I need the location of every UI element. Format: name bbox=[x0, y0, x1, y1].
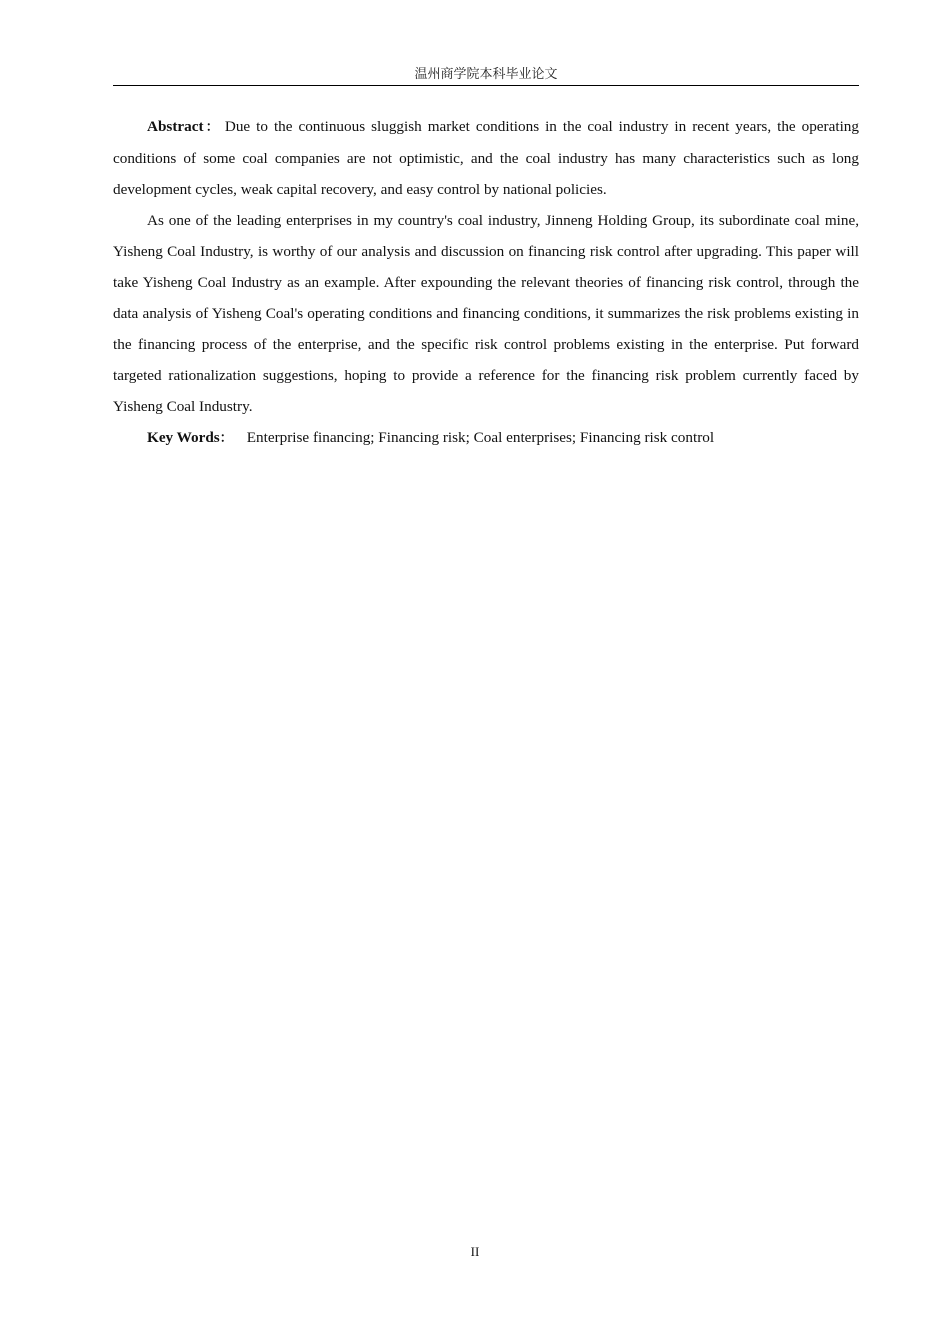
abstract-label-colon: ： bbox=[203, 120, 221, 135]
running-header: 温州商学院本科毕业论文 bbox=[414, 67, 558, 82]
abstract-label: Abstract bbox=[147, 118, 204, 135]
abstract-text-1: Due to the continuous sluggish market conditions in the coal industry in recent years, the operating conditions of some coal companies are not optimistic, and the coal industry has many characteristics such as long development cycles, weak capital recovery, and easy control by national policies. bbox=[113, 118, 859, 198]
keywords-label-colon: ： bbox=[219, 431, 233, 446]
keywords-line bbox=[113, 422, 859, 454]
abstract-paragraph-1 bbox=[113, 111, 859, 205]
header-rule bbox=[113, 85, 859, 86]
keywords-text: Enterprise financing; Financing risk; Coal enterprises; Financing risk control bbox=[246, 429, 715, 446]
abstract-section bbox=[113, 111, 859, 454]
abstract-text-2: As one of the leading enterprises in my country's coal industry, Jinneng Holding Group, its subordinate coal mine, Yisheng Coal Industry, is worthy of our analysis and discussion on financing risk control after upgrading. This paper will take Yisheng Coal Industry as an example. After expounding the relevant theories of financing risk control, through the data analysis of Yisheng Coal's operating conditions and financing conditions, it summarizes the risk problems existing in the financing process of the enterprise, and the specific risk control problems existing in the enterprise. Put forward targeted rationalization suggestions, hoping to provide a reference for the financing risk problem currently faced by Yisheng Coal Industry. bbox=[113, 212, 859, 415]
keywords-label: Key Words bbox=[147, 429, 220, 446]
page-number: II bbox=[470, 1244, 480, 1259]
abstract-paragraph-2 bbox=[113, 205, 859, 422]
